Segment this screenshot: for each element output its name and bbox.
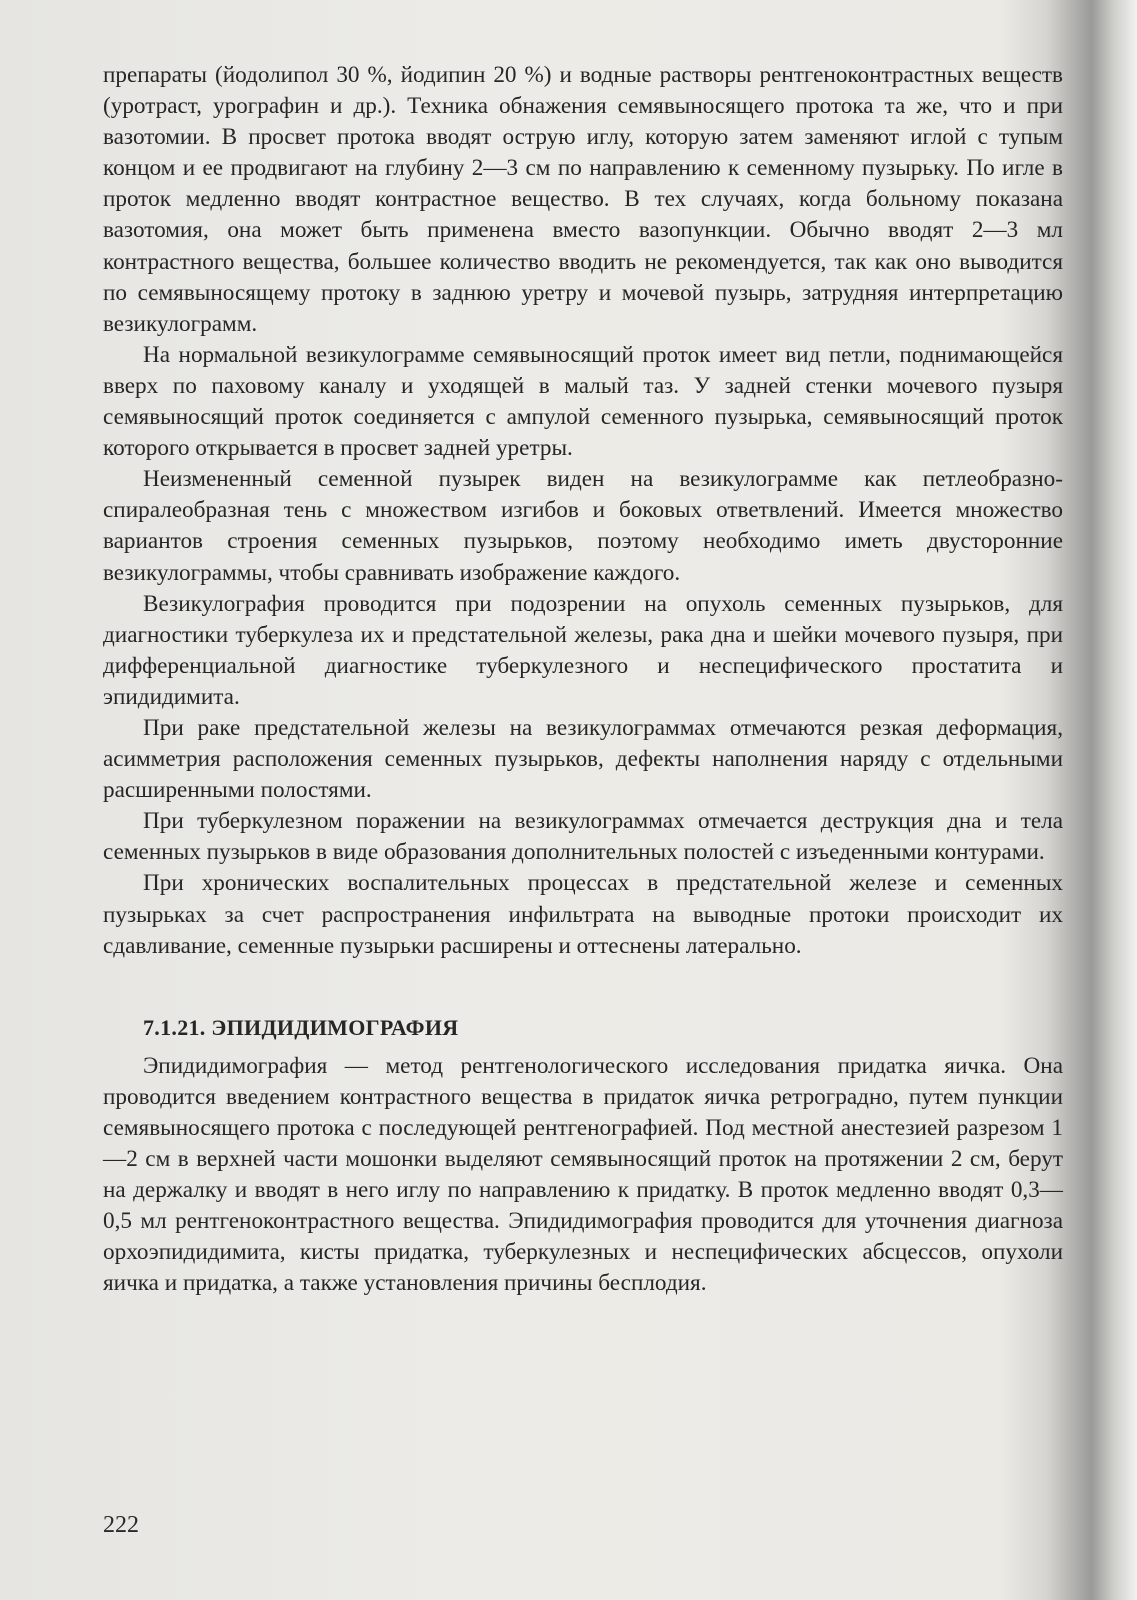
page-number: 222 xyxy=(103,1512,139,1538)
paragraph-4: Везикулография проводится при подозрении на опухоль семенных пузырьков, для диагностики туберкулеза их и предстательной железы, рака дна и шейки мочевого пузыря, при дифференциальной диагностике туберкулезного и неспецифического простатита и эпидидимита. xyxy=(103,590,1063,710)
paragraph-3: Неизмененный семенной пузырек виден на везикулограмме как петлеобразно-спиралеобразная тень с множеством изгибов и боковых ответвлений. Имеется множество вариантов строения семенных пузырьков, поэтому необходимо иметь двусторонние везикулограммы, чтобы сравнивать изображение каждого. xyxy=(103,466,1063,586)
paragraph-8: Эпидидимография — метод рентгенологического исследования придатка яичка. Она проводится введением контрастного вещества в придаток яичка ретроградно, путем пункции семявыносящего протока с последующей рентгенографией. Под местной анестезией разрезом 1—2 см в верхней части мошонки выделяют семявыносящий проток на протяжении 2 см, берут на держалку и вводят в него иглу по направлению к придатку. В проток медленно вводят 0,3—0,5 мл рентгеноконтрастного вещества. Эпидидимография проводится для уточнения диагноза орхоэпидидимита, кисты придатка, туберкулезных и неспецифических абсцессов, опухоли яичка и придатка, а также установления причины бесплодия. xyxy=(103,1052,1063,1297)
paragraph-2: На нормальной везикулограмме семявыносящий проток имеет вид петли, поднимающейся вверх по паховому каналу и уходящей в малый таз. У задней стенки мочевого пузыря семявыносящий проток соединяется с ампулой семенного пузырька, семявыносящий проток которого открывается в просвет задней уретры. xyxy=(103,341,1063,462)
page-text xyxy=(103,60,1063,1300)
paragraph-6: При туберкулезном поражении на везикулограммах отмечается деструкция дна и тела семенных пузырьков в виде образования дополнительных полостей с изъеденными контурами. xyxy=(103,808,1063,866)
section-heading: 7.1.21. ЭПИДИДИМОГРАФИЯ xyxy=(143,1014,459,1040)
paragraph-7: При хронических воспалительных процессах в предстательной железе и семенных пузырьках за счет распространения инфильтрата на выводные протоки происходит их сдавливание, семенные пузырьки расширены и оттеснены латерально. xyxy=(103,870,1063,959)
paragraph-1: препараты (йодолипол 30 %, йодипин 20 %) и водные растворы рентгеноконтрастных веществ (уротраст, урографин и др.). Техника обнажения семявыносящего протока та же, что и при вазотомии. В просвет протока вводят острую иглу, которую затем заменяют иглой с тупым концом и ее продвигают на глубину 2—3 см по направлению к семенному пузырьку. По игле в проток медленно вводят контрастное вещество. В тех случаях, когда больному показана вазотомия, она может быть применена вместо вазопункции. Обычно вводят 2—3 мл контрастного вещества, большее количество вводить не рекомендуется, так как оно выводится по семявыносящему протоку в заднюю уретру и мочевой пузырь, затрудняя интерпретацию везикулограмм. xyxy=(103,62,1063,337)
paragraph-5: При раке предстательной железы на везикулограммах отмечаются резкая деформация, асимметрия расположения семенных пузырьков, дефекты наполнения наряду с отдельными расширенными полостями. xyxy=(103,714,1063,804)
